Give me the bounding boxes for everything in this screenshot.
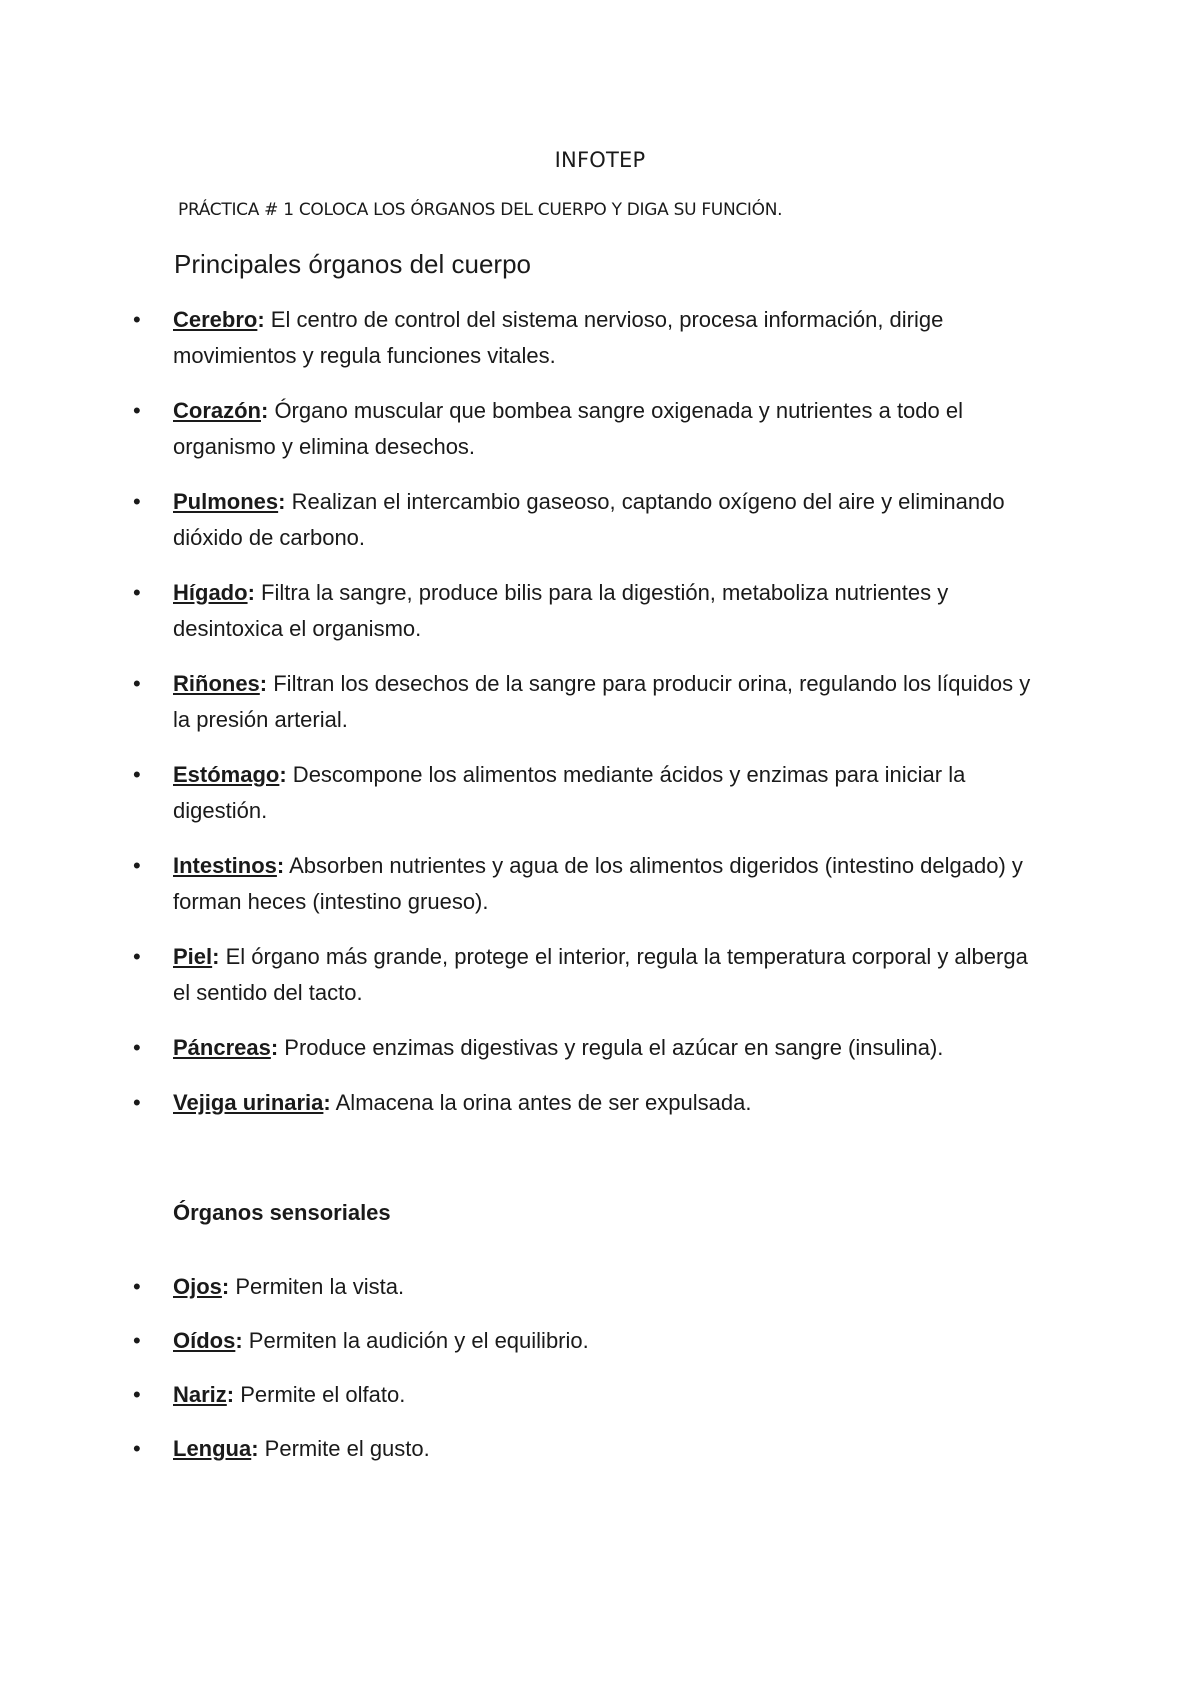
document-title: INFOTEP <box>554 148 646 172</box>
organ-term: Hígado <box>173 580 248 605</box>
term-colon: : <box>257 307 265 332</box>
list-item <box>0 575 1043 647</box>
term-colon: : <box>279 762 287 787</box>
term-colon: : <box>251 1436 259 1461</box>
organ-term: Oídos <box>173 1328 236 1353</box>
organ-term: Lengua <box>173 1436 252 1461</box>
organ-description: Permite el olfato. <box>234 1382 406 1407</box>
list-item <box>0 1085 1043 1121</box>
practice-instruction: PRÁCTICA # 1 COLOCA LOS ÓRGANOS DEL CUERPO Y DIGA SU FUNCIÓN. <box>178 200 783 220</box>
bullet-icon: • <box>133 1436 141 1461</box>
bullet-icon: • <box>133 1090 141 1115</box>
list-item <box>0 1377 1043 1413</box>
organ-term: Estómago <box>173 762 280 787</box>
organ-term: Ojos <box>173 1274 222 1299</box>
bullet-icon: • <box>133 489 141 514</box>
bullet-icon: • <box>133 580 141 605</box>
term-colon: : <box>221 1274 230 1299</box>
bullet-icon: • <box>133 1328 141 1353</box>
bullet-icon: • <box>133 762 141 787</box>
bullet-icon: • <box>133 944 141 969</box>
sensory-organs-heading: Órganos sensoriales <box>173 1200 391 1225</box>
list-item <box>0 939 1043 1011</box>
term-colon: : <box>247 580 255 605</box>
bullet-icon: • <box>133 398 141 423</box>
list-item <box>0 393 1043 465</box>
main-organs-list <box>0 302 1200 1140</box>
main-organs-heading: Principales órganos del cuerpo <box>174 249 531 279</box>
organ-description: Permiten la audición y el equilibrio. <box>242 1328 589 1353</box>
organ-term: Vejiga urinaria <box>173 1090 324 1115</box>
list-item <box>0 1323 1043 1359</box>
list-item <box>0 666 1043 738</box>
term-colon: : <box>270 1035 279 1060</box>
term-colon: : <box>212 944 220 969</box>
list-item <box>0 1431 1043 1467</box>
organ-description: Produce enzimas digestivas y regula el azúcar en sangre (insulina). <box>278 1035 944 1060</box>
list-item <box>0 1269 1043 1305</box>
bullet-icon: • <box>133 1382 141 1407</box>
list-item <box>0 484 1043 556</box>
term-colon: : <box>278 489 286 514</box>
term-colon: : <box>259 671 268 696</box>
organ-description: Filtran los desechos de la sangre para producir orina, regulando los líquidos y la presión arterial. <box>173 671 1031 732</box>
organ-description: Descompone los alimentos mediante ácidos y enzimas para iniciar la digestión. <box>173 762 966 823</box>
organ-term: Riñones <box>173 671 260 696</box>
list-item <box>0 848 1043 920</box>
term-colon: : <box>226 1382 235 1407</box>
organ-description: El centro de control del sistema nervioso, procesa información, dirige movimientos y regula funciones vitales. <box>173 307 944 368</box>
organ-term: Páncreas <box>173 1035 271 1060</box>
term-colon: : <box>276 853 285 878</box>
organ-description: Permiten la vista. <box>229 1274 405 1299</box>
organ-term: Corazón <box>173 398 261 423</box>
organ-description: Absorben nutrientes y agua de los alimentos digeridos (intestino delgado) y forman heces (intestino grueso). <box>173 853 1023 914</box>
organ-description: Realizan el intercambio gaseoso, captando oxígeno del aire y eliminando dióxido de carbono. <box>173 489 1005 550</box>
list-item <box>0 302 1043 374</box>
organ-term: Pulmones <box>173 489 279 514</box>
term-colon: : <box>235 1328 243 1353</box>
organ-term: Piel <box>173 944 213 969</box>
list-item <box>0 757 1043 829</box>
organ-description: Órgano muscular que bombea sangre oxigenada y nutrientes a todo el organismo y elimina desechos. <box>173 398 963 459</box>
bullet-icon: • <box>133 671 141 696</box>
organ-term: Cerebro <box>173 307 258 332</box>
bullet-icon: • <box>133 853 141 878</box>
term-colon: : <box>323 1090 331 1115</box>
organ-description: Almacena la orina antes de ser expulsada. <box>330 1090 752 1115</box>
bullet-icon: • <box>133 307 141 332</box>
term-colon: : <box>261 398 269 423</box>
organ-term: Intestinos <box>173 853 277 878</box>
organ-term: Nariz <box>173 1382 227 1407</box>
bullet-icon: • <box>133 1274 141 1299</box>
sensory-organs-list <box>0 1269 1200 1485</box>
organ-description: Permite el gusto. <box>258 1436 430 1461</box>
organ-description: El órgano más grande, protege el interior, regula la temperatura corporal y alberga el sentido del tacto. <box>173 944 1028 1005</box>
organ-description: Filtra la sangre, produce bilis para la digestión, metaboliza nutrientes y desintoxica el organismo. <box>173 580 949 641</box>
bullet-icon: • <box>133 1035 141 1060</box>
list-item <box>0 1030 1043 1066</box>
